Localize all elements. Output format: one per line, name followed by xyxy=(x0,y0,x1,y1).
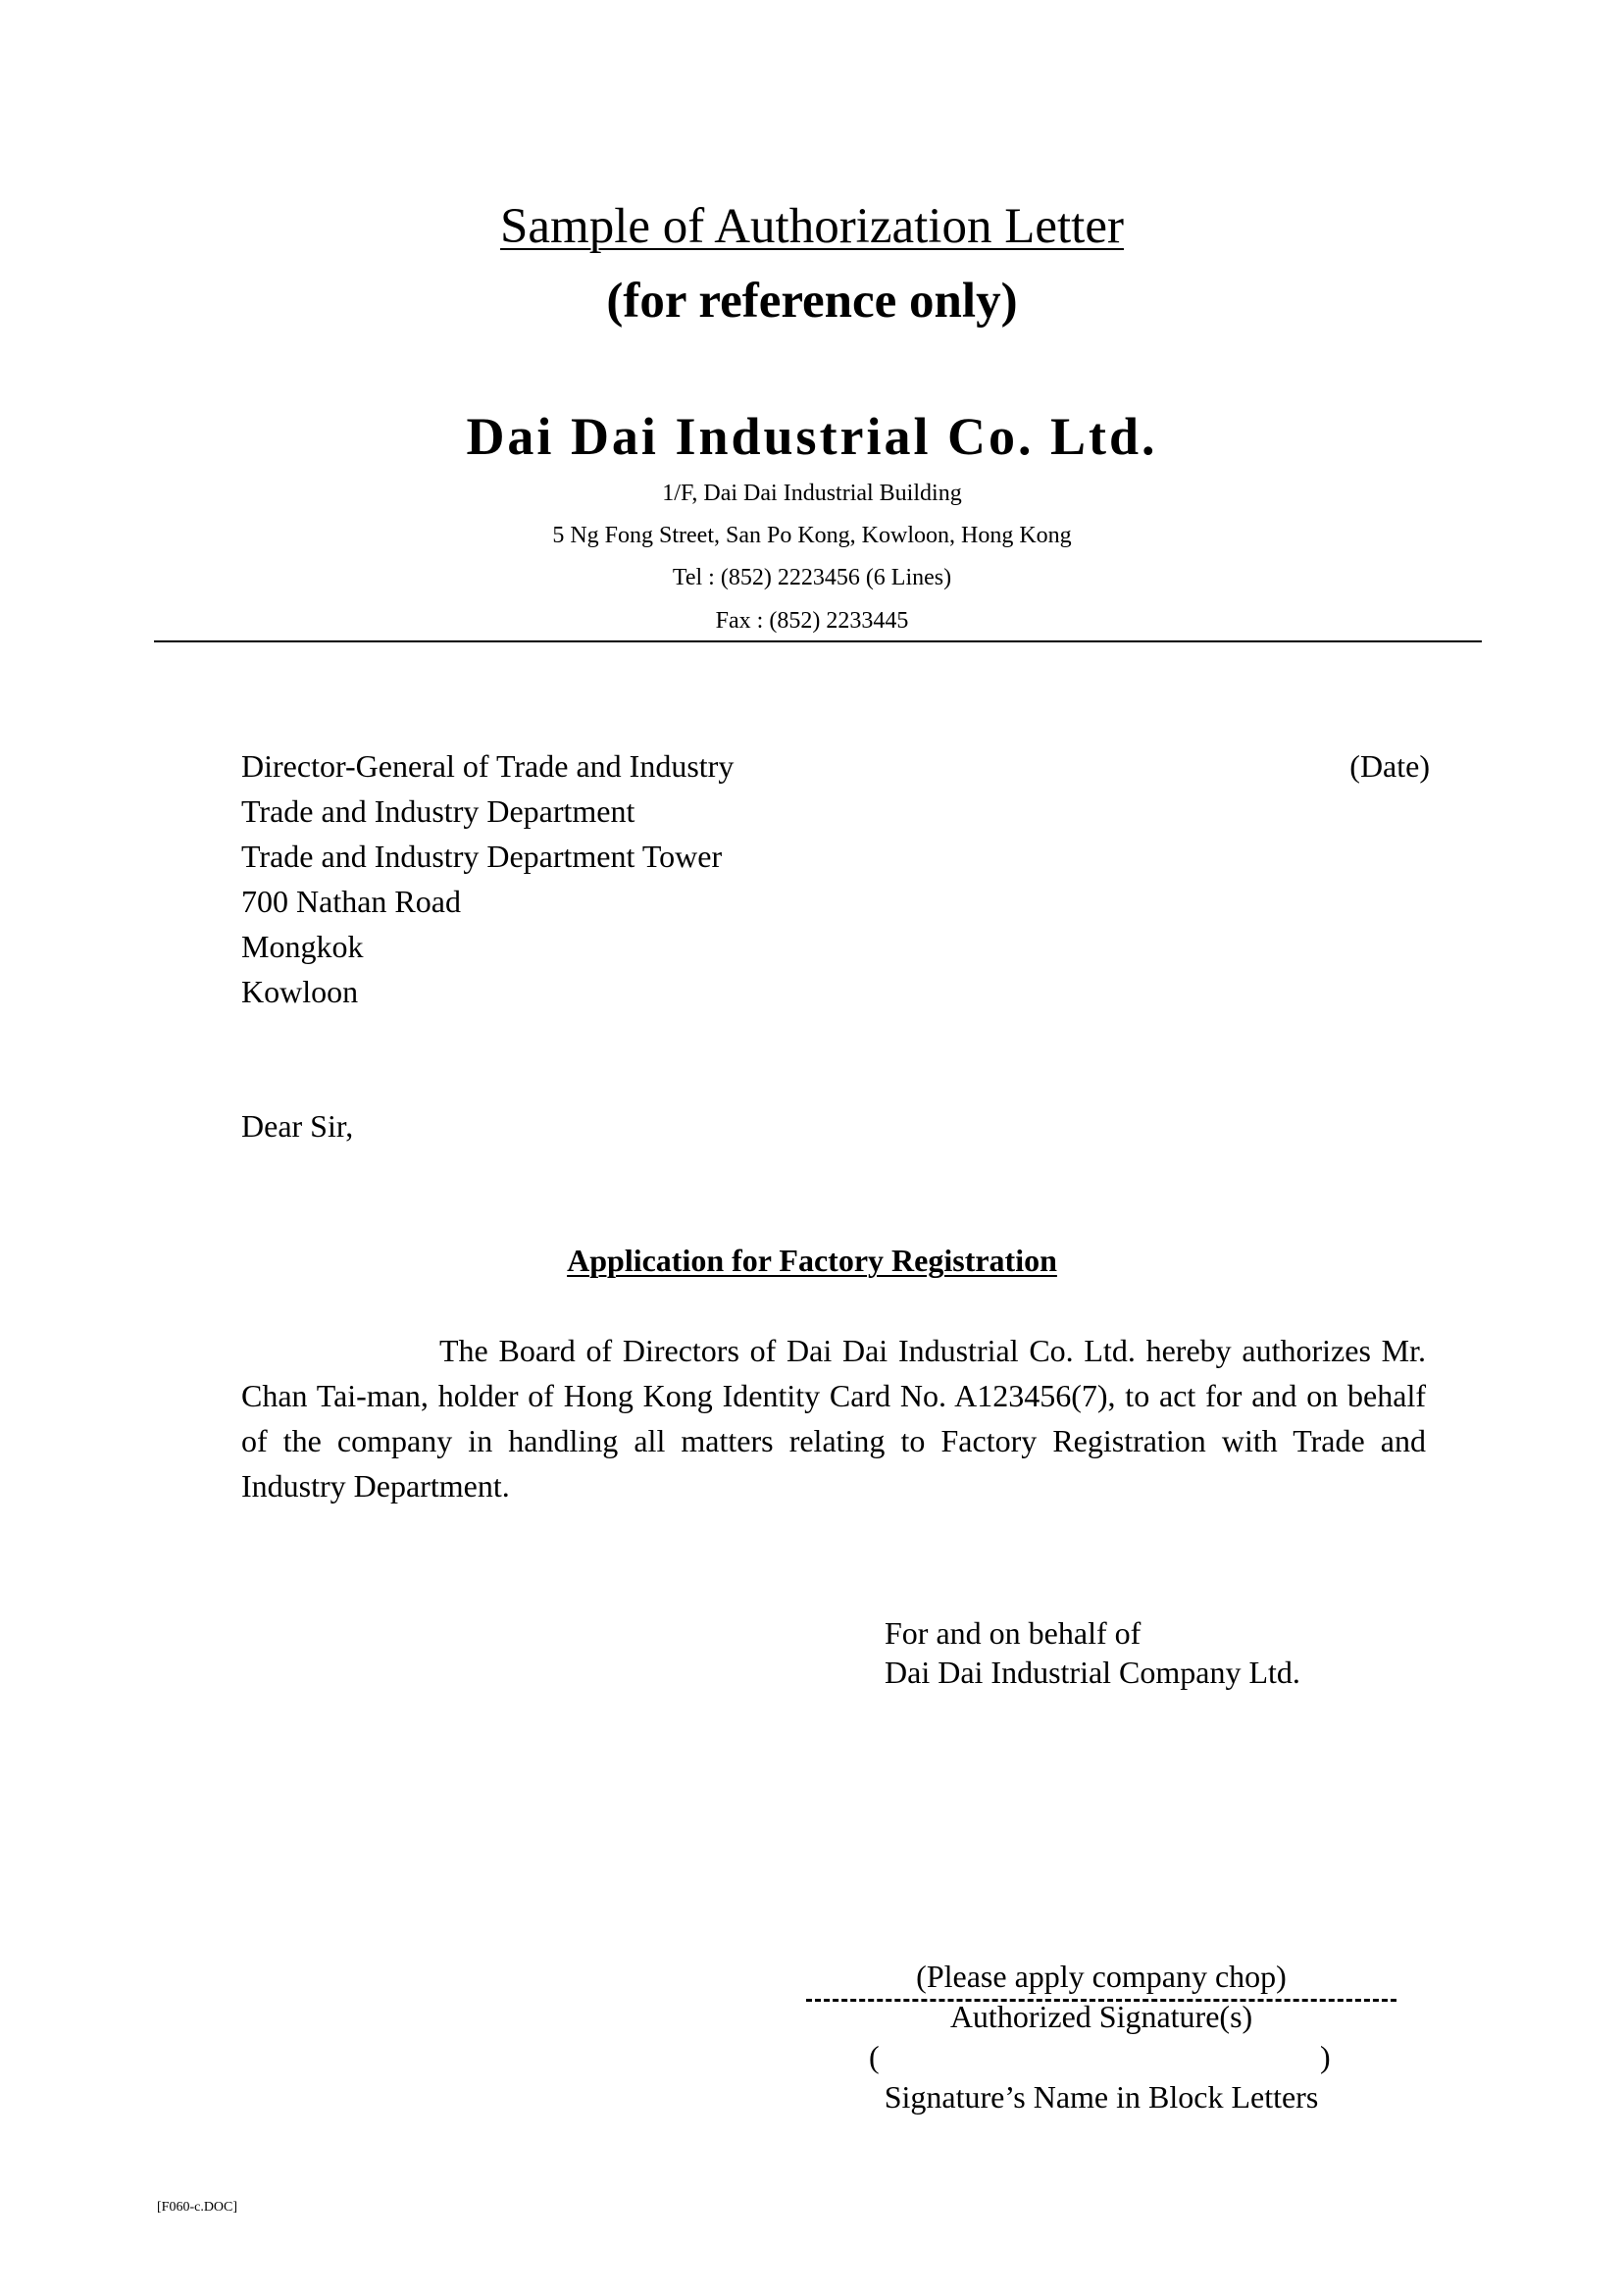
company-chop-note: (Please apply company chop) xyxy=(916,1959,1287,1994)
recipient-line: Mongkok xyxy=(241,929,364,964)
authorized-signature-label: Authorized Signature(s) xyxy=(949,1999,1253,2034)
document-reference: [F060-c.DOC] xyxy=(157,2200,238,2215)
document-subtitle: (for reference only) xyxy=(606,274,1018,329)
closing-line-1: For and on behalf of xyxy=(885,1615,1142,1651)
recipient-line: Trade and Industry Department Tower xyxy=(241,839,723,874)
date-placeholder: (Date) xyxy=(1349,748,1430,784)
letterhead-divider xyxy=(154,640,1482,642)
recipient-line: 700 Nathan Road xyxy=(241,884,461,919)
company-address-line-2: 5 Ng Fong Street, San Po Kong, Kowloon, Hong Kong xyxy=(552,523,1072,548)
closing-block xyxy=(885,1613,1300,1692)
name-paren-open: ( xyxy=(869,2039,880,2074)
company-name: Dai Dai Industrial Co. Ltd. xyxy=(466,407,1158,466)
salutation: Dear Sir, xyxy=(241,1108,354,1144)
recipient-line: Kowloon xyxy=(241,974,359,1009)
letter-subject: Application for Factory Registration xyxy=(567,1243,1057,1278)
closing-line-2: Dai Dai Industrial Company Ltd. xyxy=(885,1655,1300,1690)
document-title: Sample of Authorization Letter xyxy=(500,199,1124,254)
authorization-paragraph: The Board of Directors of Dai Dai Industrial Co. Ltd. hereby authorizes Mr. Chan Tai-man, holder of Hong Kong Identity Card No. A123456(7), to act for and on behalf of the company in handling all matters relating to Factory Registration with Trade and Industry Department. xyxy=(241,1333,1426,1504)
recipient-line: Trade and Industry Department xyxy=(241,793,635,829)
signature-name-label: Signature’s Name in Block Letters xyxy=(884,2079,1319,2115)
company-fax: Fax : (852) 2233445 xyxy=(715,608,909,634)
name-paren-close: ) xyxy=(1320,2039,1331,2074)
recipient-address-block xyxy=(241,743,734,1014)
recipient-line: Director-General of Trade and Industry xyxy=(241,748,735,784)
company-address-line-1: 1/F, Dai Dai Industrial Building xyxy=(662,481,962,506)
company-telephone: Tel : (852) 2223456 (6 Lines) xyxy=(672,565,952,590)
